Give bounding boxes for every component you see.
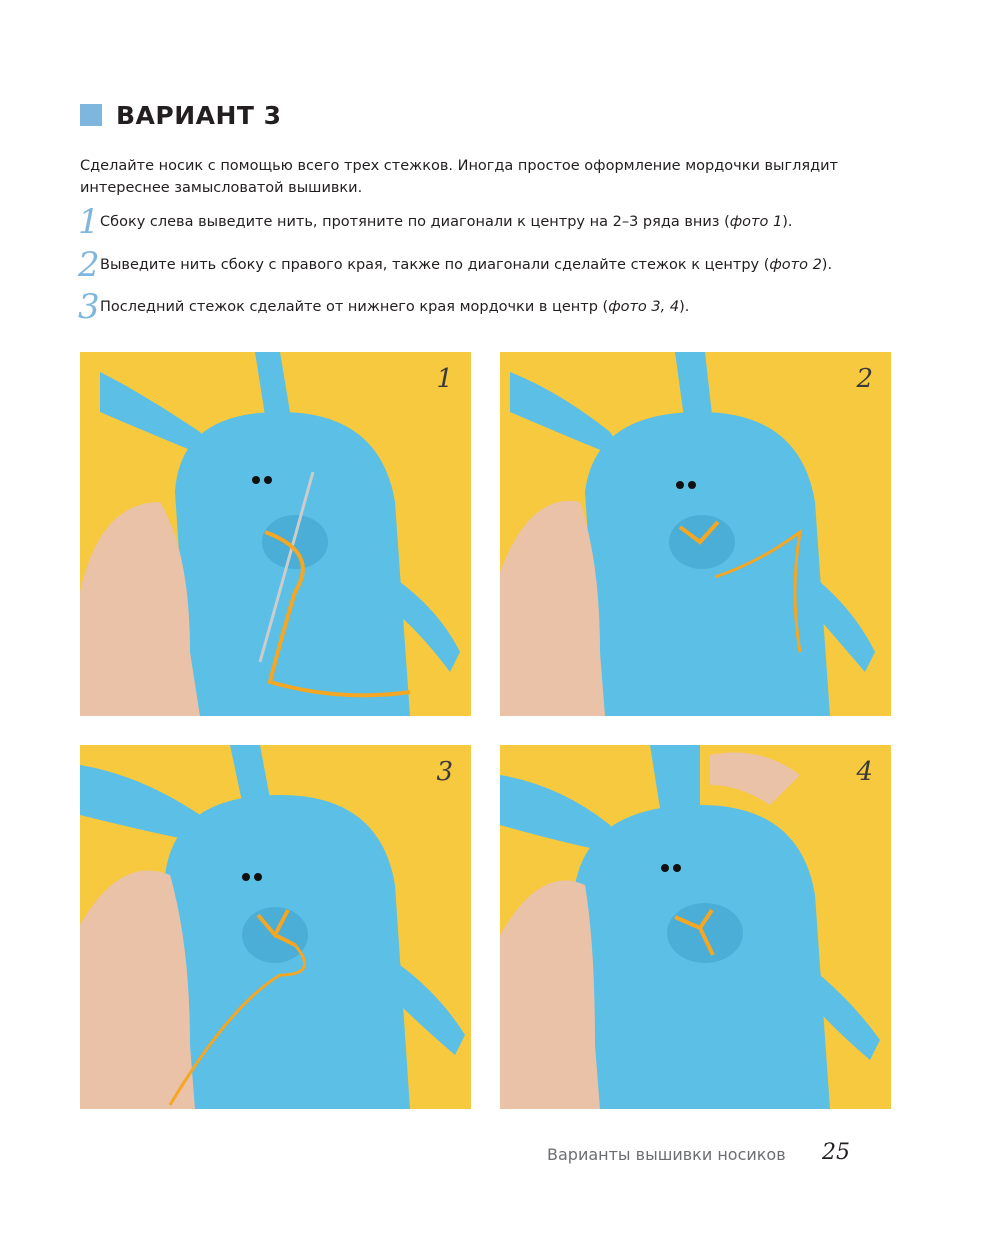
photo-4 [500, 745, 891, 1109]
running-footer-title: Варианты вышивки носиков [547, 1145, 786, 1164]
bunny-photo-3-illustration [80, 745, 471, 1109]
bunny-photo-4-illustration [500, 745, 891, 1109]
page-title: ВАРИАНТ 3 [116, 100, 282, 130]
step-text: Выведите нить сбоку с правого края, также по диагонали сделайте стежок к центру (фото 2). [100, 257, 833, 273]
step-3 [78, 287, 690, 327]
photo-3 [80, 745, 471, 1109]
bunny-photo-1-illustration [80, 352, 471, 716]
page-number: 25 [822, 1140, 850, 1165]
photo-number-label: 3 [436, 757, 453, 787]
photo-number-label: 2 [856, 364, 873, 394]
step-number: 3 [78, 287, 100, 327]
photo-1 [80, 352, 471, 716]
bunny-photo-2-illustration [500, 352, 891, 716]
step-text: Последний стежок сделайте от нижнего края мордочки в центр (фото 3, 4). [100, 299, 690, 315]
photo-number-label: 4 [856, 757, 873, 787]
step-text: Сбоку слева выведите нить, протяните по диагонали к центру на 2–3 ряда вниз (фото 1). [100, 214, 793, 230]
step-number: 2 [78, 245, 100, 285]
heading-square-marker [80, 104, 102, 126]
intro-paragraph: Сделайте носик с помощью всего трех стежков. Иногда простое оформление мордочки выглядит интереснее замысловатой вышивки. [80, 158, 838, 196]
section-heading [80, 100, 282, 130]
step-2 [78, 245, 833, 285]
photo-number-label: 1 [436, 364, 453, 394]
step-number: 1 [78, 202, 100, 242]
step-1 [78, 202, 793, 242]
photo-2 [500, 352, 891, 716]
